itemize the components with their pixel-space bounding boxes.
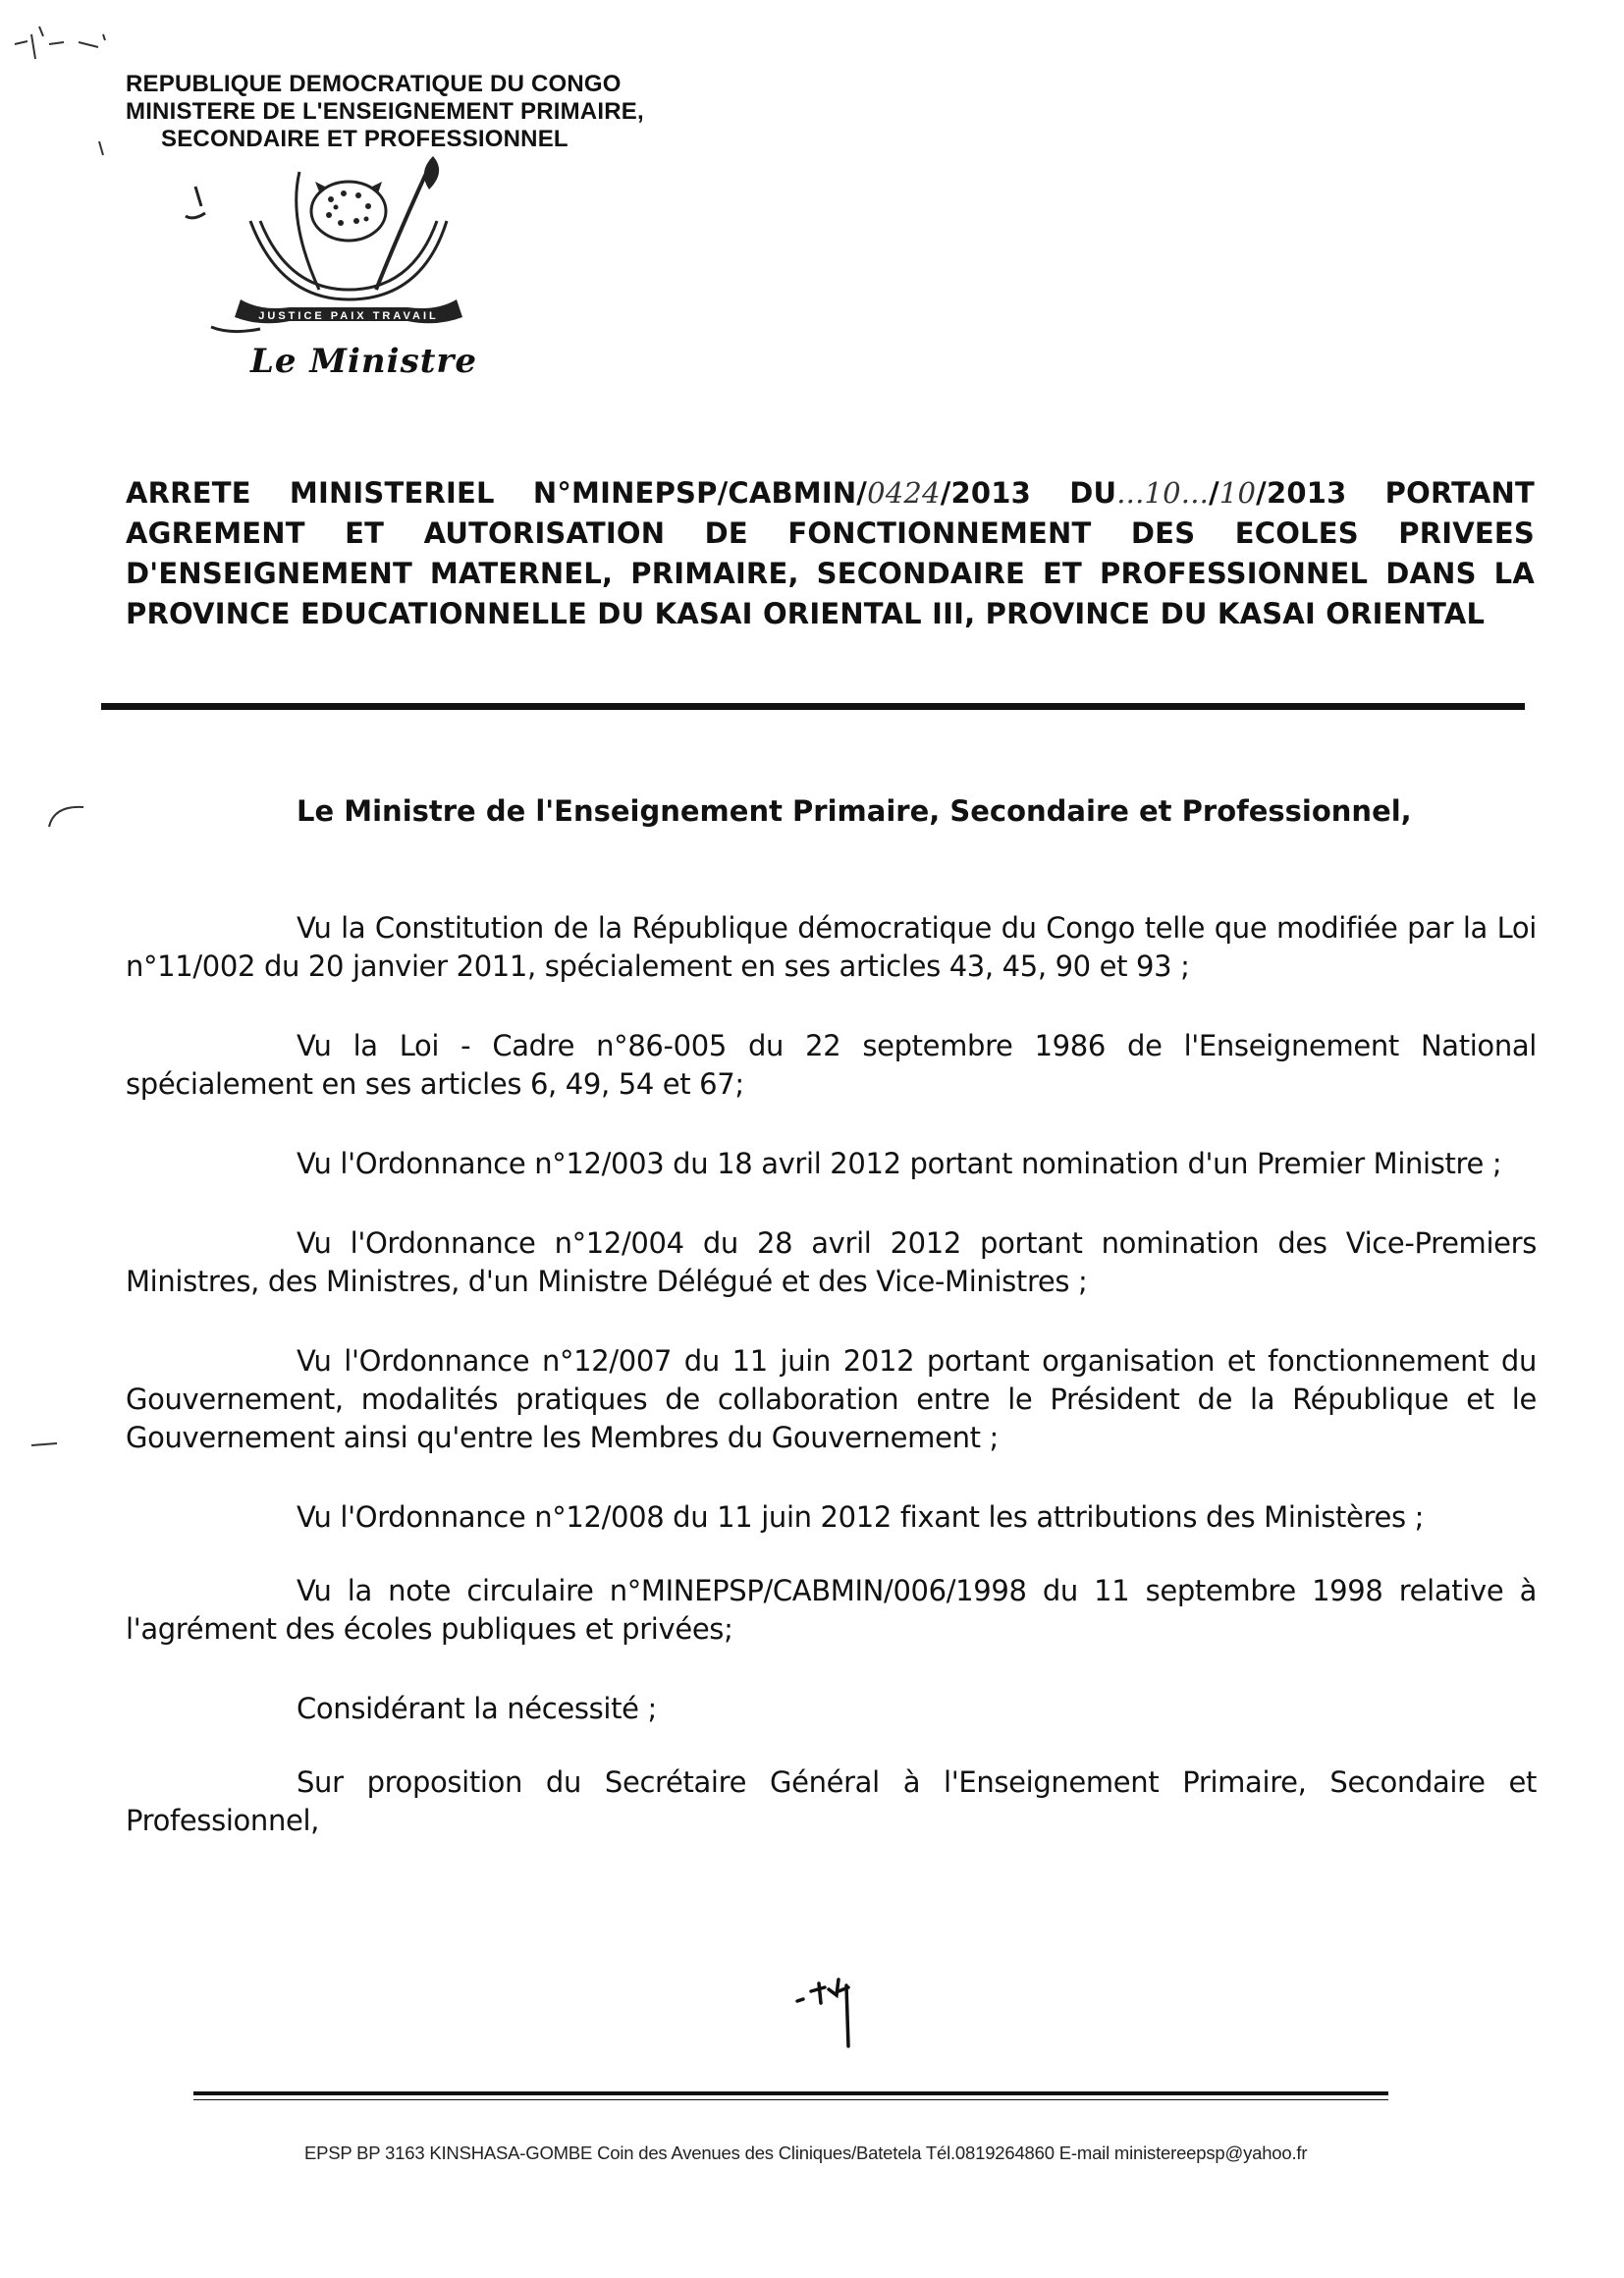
letterhead-country: REPUBLIQUE DEMOCRATIQUE DU CONGO	[126, 71, 622, 97]
decree-title-slash: /	[1209, 476, 1219, 510]
scan-mark-icon	[10, 15, 157, 74]
letterhead	[126, 71, 644, 153]
paragraph-ordonnance-008: Vu l'Ordonnance n°12/008 du 11 juin 2012 fixant les attributions des Ministères ;	[297, 1500, 1425, 1534]
title-divider	[101, 703, 1525, 710]
emblem-motto: JUSTICE PAIX TRAVAIL	[258, 310, 439, 322]
letterhead-ministry: MINISTERE DE L'ENSEIGNEMENT PRIMAIRE,	[126, 98, 644, 125]
coat-of-arms-leopard-icon	[172, 152, 506, 339]
decree-title-prefix: ARRETE MINISTERIEL N°MINEPSP/CABMIN/	[126, 476, 868, 510]
handwritten-initials-icon	[785, 1962, 884, 2050]
decree-title-rest: /2013 PORTANT AGREMENT ET AUTORISATION DE FONCTIONNEMENT DES ECOLES PRIVEES D'ENSEIGNEMENT MATERNEL, PRIMAIRE, SECONDAIRE ET PROFESSIONNEL DANS LA PROVINCE EDUCATIONNELLE DU KASAI ORIENTAL III, PROVINCE DU KASAI ORIENTAL	[126, 476, 1536, 630]
decree-number-handwritten: 0424	[867, 476, 941, 510]
minister-intro: Le Ministre de l'Enseignement Primaire, Secondaire et Professionnel,	[297, 794, 1412, 828]
decree-day-handwritten: ...10...	[1116, 476, 1210, 510]
paragraph-note-circulaire: Vu la note circulaire n°MINEPSP/CABMIN/006/1998 du 11 septembre 1998 relative à l'agrément des écoles publiques et privées;	[126, 1574, 1537, 1646]
decree-title-mid: /2013 DU	[940, 476, 1117, 510]
scan-mark-icon	[93, 137, 113, 167]
letterhead-ministry-cont: SECONDAIRE ET PROFESSIONNEL	[161, 126, 568, 152]
decree-title	[126, 473, 1535, 634]
paragraph-loi-cadre: Vu la Loi - Cadre n°86-005 du 22 septembre 1986 de l'Enseignement National spécialement en ses articles 6, 49, 54 et 67;	[126, 1029, 1537, 1101]
paragraph-ordonnance-007: Vu l'Ordonnance n°12/007 du 11 juin 2012 portant organisation et fonctionnement du Gouvernement, modalités pratiques de collaboration entre le Président de la République et le Gouvernement ainsi qu'entre les Membres du Gouvernement ;	[126, 1344, 1537, 1454]
paragraph-ordonnance-003: Vu l'Ordonnance n°12/003 du 18 avril 2012 portant nomination d'un Premier Ministre ;	[297, 1147, 1502, 1180]
paragraph-considerant: Considérant la nécessité ;	[297, 1692, 657, 1725]
paragraph-ordonnance-004: Vu l'Ordonnance n°12/004 du 28 avril 2012 portant nomination des Vice-Premiers Ministres, des Ministres, d'un Ministre Délégué et des Vice-Ministres ;	[126, 1226, 1537, 1298]
footer-divider	[193, 2091, 1388, 2095]
paragraph-proposition: Sur proposition du Secrétaire Général à l'Enseignement Primaire, Secondaire et Professionnel,	[126, 1765, 1537, 1837]
scan-mark-icon	[27, 1436, 67, 1455]
decree-body	[126, 909, 1537, 1881]
footer-divider-thin	[193, 2099, 1388, 2100]
decree-month-handwritten: 10	[1218, 476, 1257, 510]
scan-mark-icon	[44, 797, 93, 832]
paragraph-constitution: Vu la Constitution de la République démocratique du Congo telle que modifiée par la Loi n°11/002 du 20 janvier 2011, spécialement en ses articles 43, 45, 90 et 93 ;	[126, 911, 1537, 983]
ministre-signature-line: Le Ministre	[250, 342, 477, 381]
footer-contact: EPSP BP 3163 KINSHASA-GOMBE Coin des Avenues des Cliniques/Batetela Tél.0819264860 E-mail ministereepsp@yahoo.fr	[304, 2142, 1308, 2163]
